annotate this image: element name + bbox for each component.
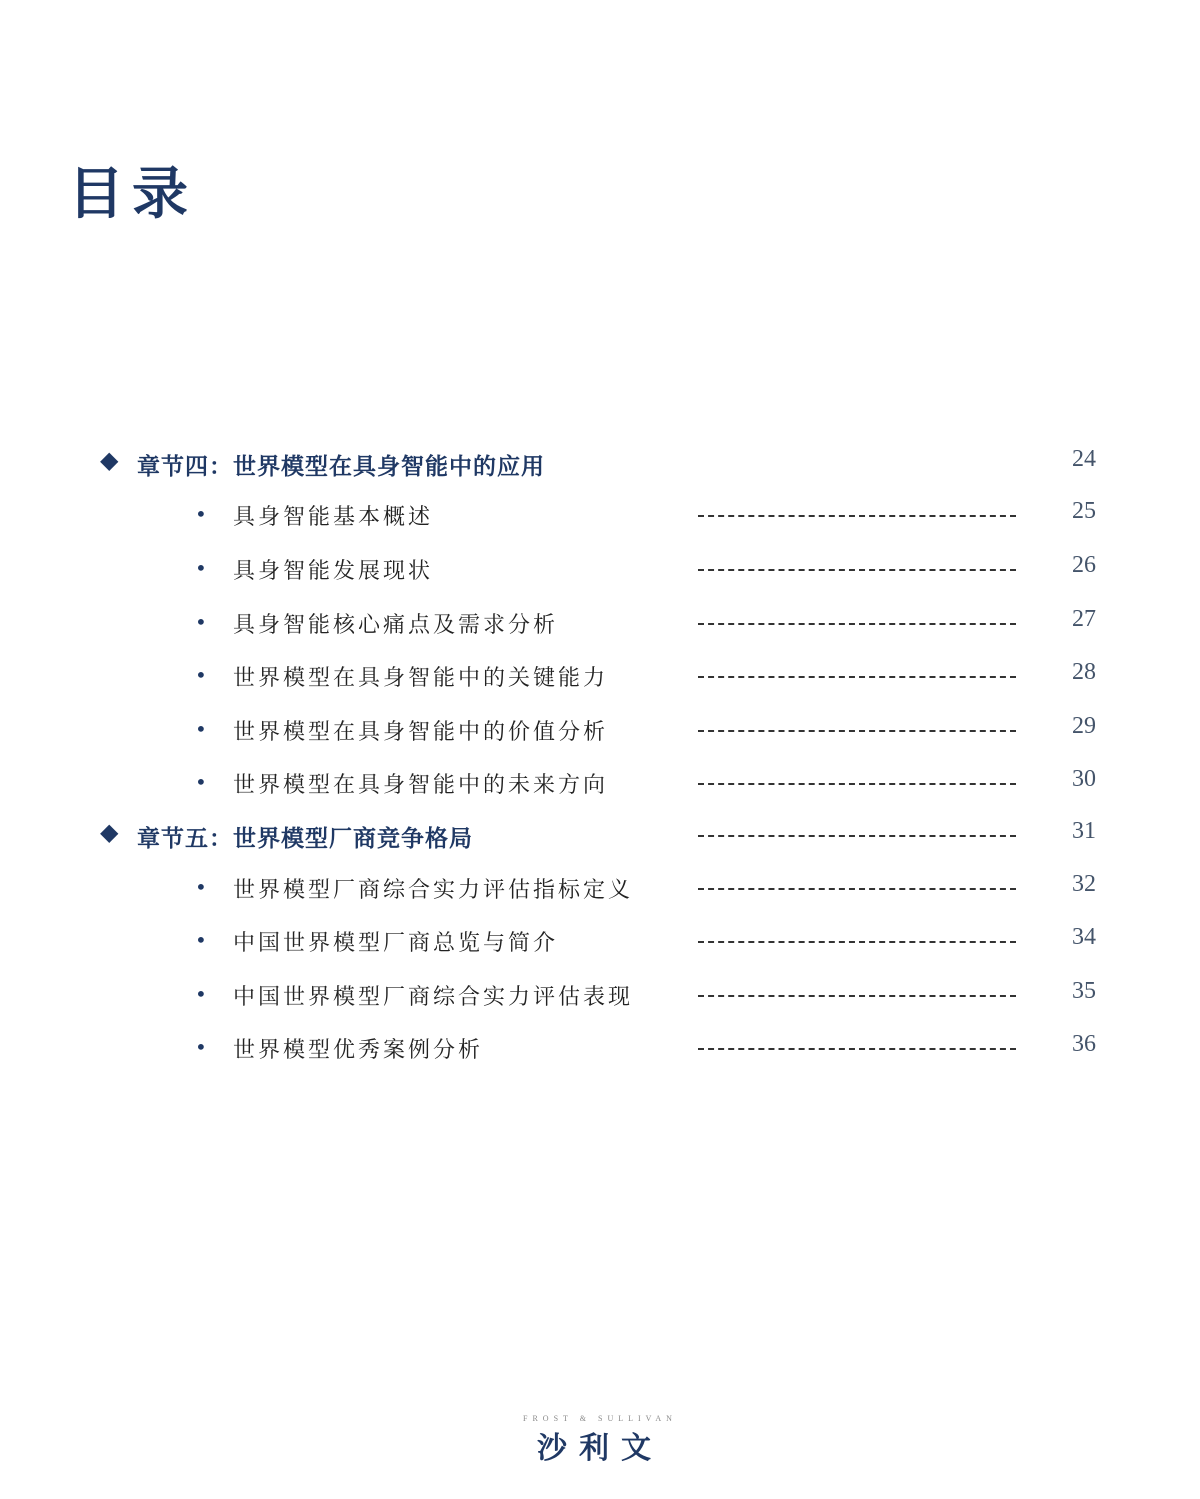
toc-page-number: 29 <box>1072 713 1096 739</box>
diamond-bullet-icon: ◆ <box>100 818 119 846</box>
toc-item[interactable] <box>0 1027 1200 1067</box>
toc-item[interactable] <box>0 709 1200 749</box>
dot-leader <box>698 1048 1016 1050</box>
toc-item[interactable] <box>0 974 1200 1014</box>
toc-page-number: 25 <box>1072 498 1096 524</box>
dot-bullet-icon: • <box>195 928 207 952</box>
dot-bullet-icon: • <box>195 1035 207 1059</box>
toc-page-number: 28 <box>1072 659 1096 685</box>
dot-leader <box>698 995 1016 997</box>
dot-leader <box>698 783 1016 785</box>
dot-bullet-icon: • <box>195 610 207 634</box>
dot-bullet-icon: • <box>195 556 207 580</box>
toc-page-number: 30 <box>1072 766 1096 792</box>
toc-label: 章节五：世界模型厂商竞争格局 <box>137 825 473 852</box>
toc-item[interactable] <box>0 655 1200 695</box>
toc-item[interactable] <box>0 867 1200 907</box>
dot-bullet-icon: • <box>195 502 207 526</box>
toc-item[interactable] <box>0 602 1200 642</box>
toc-item[interactable] <box>0 494 1200 534</box>
dot-leader <box>698 623 1016 625</box>
toc-item[interactable] <box>0 548 1200 588</box>
toc-page-number: 31 <box>1072 818 1096 844</box>
toc-item[interactable] <box>0 920 1200 960</box>
dot-bullet-icon: • <box>195 982 207 1006</box>
toc-label: 中国世界模型厂商总览与简介 <box>233 931 559 956</box>
dot-bullet-icon: • <box>195 875 207 899</box>
toc-label: 世界模型在具身智能中的关键能力 <box>233 666 609 691</box>
toc-page-number: 32 <box>1072 871 1096 897</box>
toc-label: 世界模型优秀案例分析 <box>233 1038 484 1063</box>
toc-chapter-4[interactable] <box>0 442 1200 482</box>
dot-bullet-icon: • <box>195 717 207 741</box>
toc-page-number: 36 <box>1072 1031 1096 1057</box>
toc-page-number: 26 <box>1072 552 1096 578</box>
toc-label: 章节四：世界模型在具身智能中的应用 <box>137 453 545 480</box>
toc-label: 世界模型厂商综合实力评估指标定义 <box>233 878 634 903</box>
toc-page-number: 35 <box>1072 978 1096 1004</box>
toc-label: 具身智能核心痛点及需求分析 <box>233 613 559 638</box>
dot-leader <box>698 730 1016 732</box>
toc-page-number: 34 <box>1072 924 1096 950</box>
toc-label: 世界模型在具身智能中的未来方向 <box>233 773 609 798</box>
toc-page-number: 24 <box>1072 446 1096 472</box>
dot-leader <box>698 676 1016 678</box>
logo-chinese-text: 沙利文 <box>537 1431 663 1466</box>
toc-page-number: 27 <box>1072 606 1096 632</box>
toc-chapter-5[interactable] <box>0 814 1200 854</box>
dot-leader <box>698 515 1016 517</box>
dot-leader <box>698 941 1016 943</box>
dot-leader <box>698 569 1016 571</box>
toc-label: 具身智能发展现状 <box>233 559 434 584</box>
dot-leader <box>698 835 1016 837</box>
dot-bullet-icon: • <box>195 770 207 794</box>
toc-label: 具身智能基本概述 <box>233 505 434 530</box>
page-title: 目录 <box>68 161 196 227</box>
toc-item[interactable] <box>0 762 1200 802</box>
toc-label: 世界模型在具身智能中的价值分析 <box>233 720 609 745</box>
dot-leader <box>698 888 1016 890</box>
frost-sullivan-logo <box>500 1414 700 1467</box>
dot-bullet-icon: • <box>195 663 207 687</box>
diamond-bullet-icon: ◆ <box>100 446 119 474</box>
logo-english-text: FROST & SULLIVAN <box>523 1414 677 1423</box>
toc-label: 中国世界模型厂商综合实力评估表现 <box>233 985 634 1010</box>
